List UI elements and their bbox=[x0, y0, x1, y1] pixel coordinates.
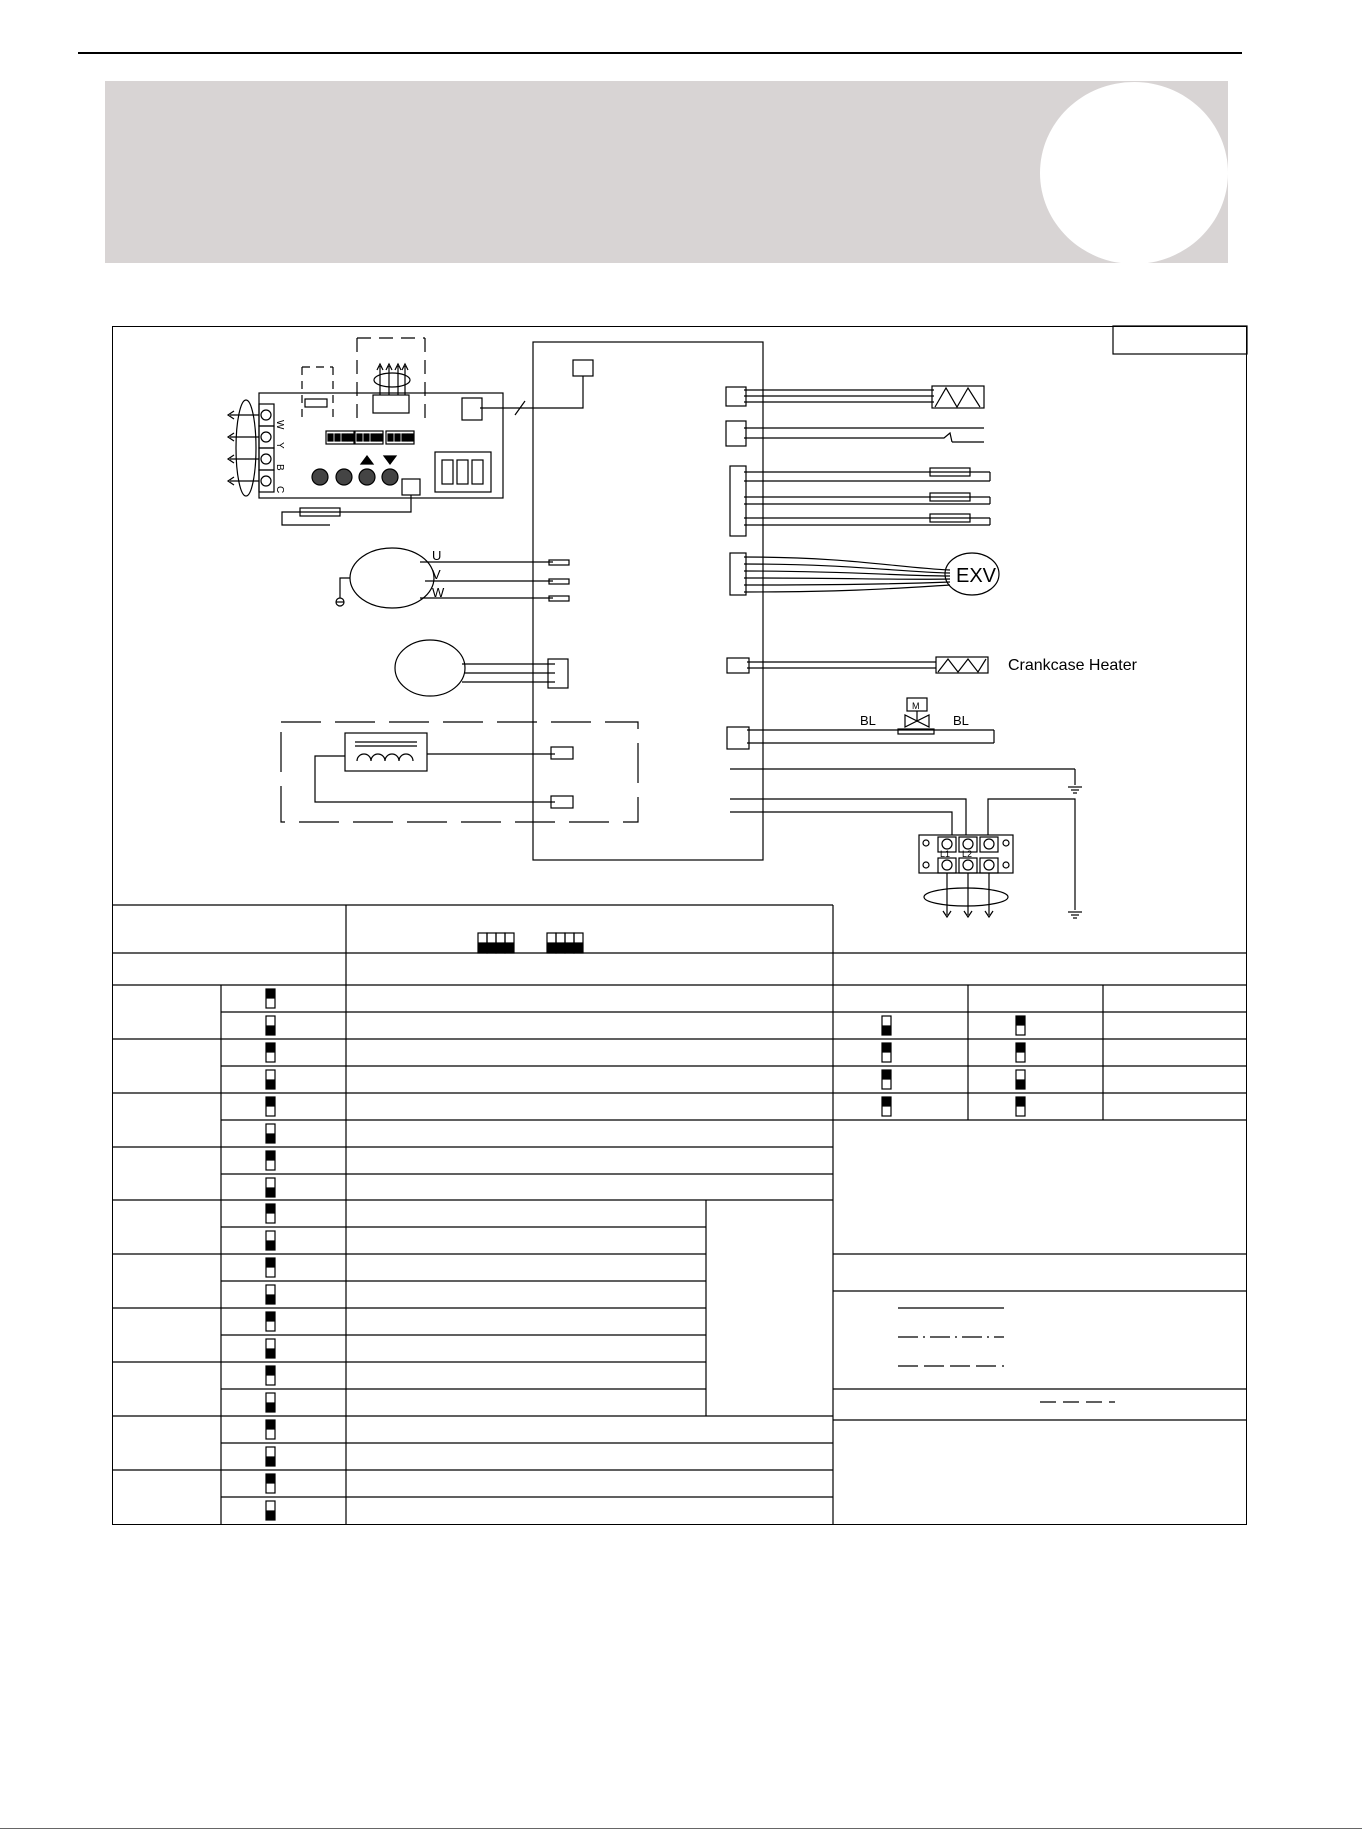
panel-square bbox=[462, 398, 482, 420]
display-digits bbox=[442, 460, 483, 484]
ground-icon bbox=[336, 598, 344, 606]
panel-sensor-connector bbox=[402, 479, 420, 495]
heater-zigzag bbox=[938, 659, 986, 672]
reactor-dashed-box bbox=[281, 722, 638, 822]
power-wire-l1 bbox=[730, 799, 966, 835]
crankcase-heater-label: Crankcase Heater bbox=[1008, 657, 1137, 674]
coil-zigzag bbox=[935, 388, 980, 407]
terminal-w-label: W bbox=[274, 420, 285, 430]
heater-connector bbox=[727, 658, 749, 673]
sensor-wire-1b bbox=[744, 433, 952, 442]
ground-icon bbox=[1068, 912, 1082, 918]
wire-bl-left-label: BL bbox=[860, 713, 876, 728]
sensor-connector-1 bbox=[726, 421, 746, 446]
ground-wire-terminal bbox=[988, 799, 1075, 910]
dip-switch-table bbox=[112, 905, 1247, 1525]
reactor-connector-a bbox=[551, 747, 573, 759]
wire-board-to-panel bbox=[480, 376, 583, 408]
bottom-rule bbox=[0, 1828, 1362, 1829]
down-triangle-icon bbox=[384, 456, 396, 464]
reactor-wire-b bbox=[315, 756, 555, 802]
supply-wires bbox=[924, 873, 1008, 917]
terminal-screws bbox=[259, 404, 274, 492]
coil-connector bbox=[726, 387, 746, 406]
phase-u-label: U bbox=[432, 548, 442, 563]
terminal-c-label: C bbox=[274, 486, 285, 494]
top-dashed-box bbox=[357, 338, 425, 420]
phase-w-label: W bbox=[432, 585, 445, 600]
fan-motor bbox=[395, 640, 465, 696]
legend-line-styles bbox=[898, 1308, 1115, 1402]
valve-m-label: M bbox=[912, 701, 920, 711]
terminal-wires bbox=[228, 400, 259, 496]
panel-sensor-wire bbox=[282, 495, 411, 525]
header-dip-switches bbox=[478, 933, 583, 953]
valve-left bbox=[905, 715, 917, 727]
board-connector-top bbox=[573, 360, 593, 376]
top-arrows bbox=[374, 364, 410, 395]
phase-v-label: V bbox=[432, 567, 441, 582]
terminal-b-label: B bbox=[274, 464, 285, 471]
sensor-connector-2 bbox=[730, 466, 746, 536]
panel-switch-blocks bbox=[326, 431, 414, 444]
valve-right bbox=[917, 715, 929, 727]
exv-wires bbox=[744, 557, 950, 592]
l2-label: L2 bbox=[962, 849, 973, 859]
exv-connector bbox=[730, 553, 746, 595]
reactor bbox=[345, 733, 427, 771]
panel-buttons bbox=[312, 469, 398, 485]
ground-icon bbox=[1068, 787, 1082, 793]
temperature-sensors bbox=[744, 468, 990, 525]
terminal-y-label: Y bbox=[274, 442, 285, 449]
reactor-coil bbox=[355, 742, 417, 761]
up-triangle-icon bbox=[361, 456, 373, 464]
l1-label: L1 bbox=[940, 849, 951, 859]
panel-slot bbox=[305, 399, 327, 407]
top-connector bbox=[373, 395, 409, 413]
wire-bl-right-label: BL bbox=[953, 713, 969, 728]
compressor-motor bbox=[350, 548, 434, 608]
exv-label: EXV bbox=[956, 565, 997, 587]
thermostat-panel bbox=[259, 393, 503, 498]
valve-connector bbox=[727, 727, 749, 749]
corner-box bbox=[1113, 326, 1247, 354]
motor-ground-wire bbox=[340, 578, 350, 598]
